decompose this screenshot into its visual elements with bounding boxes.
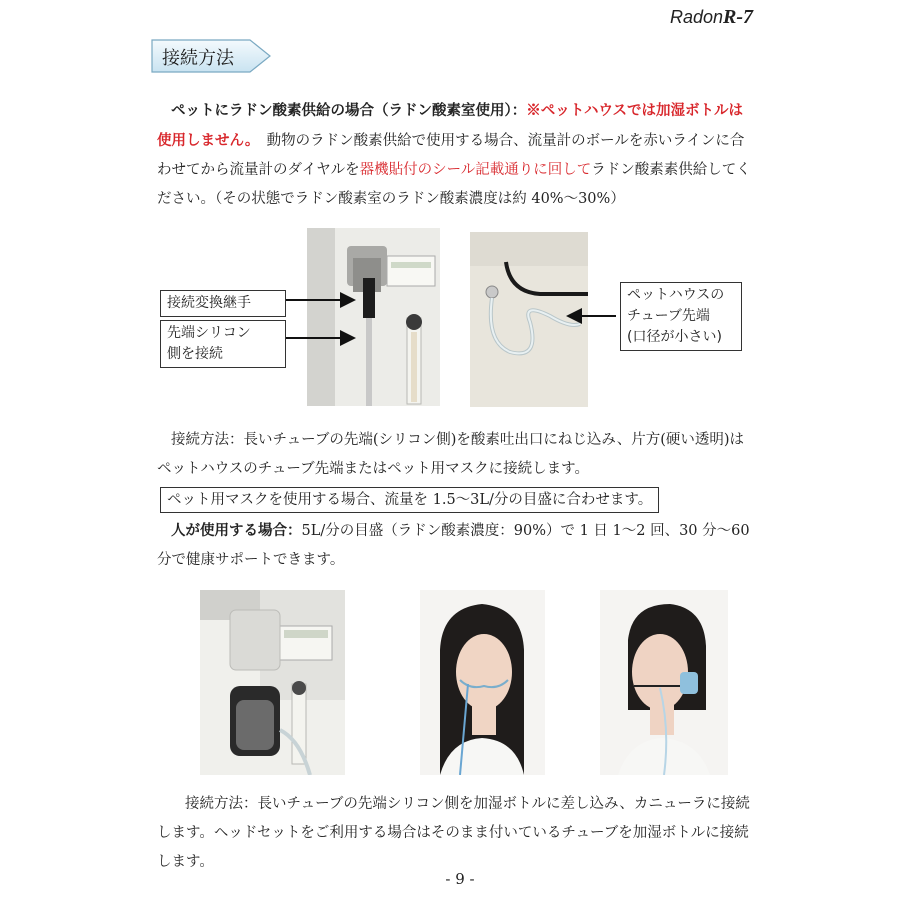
- headset-user-illustration: [600, 590, 728, 775]
- human-lead: 人が使用する場合：: [171, 522, 302, 539]
- label-connector: 接続変換継手: [160, 290, 286, 317]
- bottom-paragraph: 接続方法：長いチューブの先端シリコン側を加湿ボトルに差し込み、カニューラに接続します。ヘッドセットをご利用する場合はそのまま付いているチューブを加湿ボトルに接続します。: [157, 796, 750, 870]
- pet-highlight: 器機貼付のシール記載通りに回して: [359, 162, 592, 178]
- humidifier-illustration: [200, 590, 345, 775]
- label-silicone-line2: 側を接続: [167, 346, 223, 362]
- pet-body-1: 動物のラドン酸素供給で使用する場合、流量計のボールを赤いラインに合わせてから流量計のダイヤルを: [157, 133, 745, 178]
- humidifier-bottle-photo: [200, 590, 345, 775]
- method-paragraph: 接続方法：長いチューブの先端(シリコン側)を酸素吐出口にねじ込み、片方(硬い透明)はペットハウスのチューブ先端またはペット用マスクに接続します。: [157, 432, 745, 477]
- cannula-user-photo: [420, 590, 545, 775]
- label-pethouse-line2: チューブ先端: [627, 308, 710, 324]
- label-pethouse-line1: ペットハウスの: [627, 287, 725, 303]
- page-number: - 9 -: [445, 870, 475, 888]
- human-body: 5L/分の目盛（ラドン酸素濃度：90%）で 1 日 1～2 回、30 分～60 分で健康サポートできます。: [157, 523, 750, 568]
- headset-user-photo: [600, 590, 728, 775]
- mask-note: ペット用マスクを使用する場合、流量を 1.5～3L/分の目盛に合わせます。: [160, 487, 659, 513]
- label-pethouse-line3: (口径が小さい): [627, 329, 722, 345]
- brand-prefix: Radon: [670, 7, 724, 27]
- pet-warning: ※ペットハウスでは加湿ボトルは使用しません。: [157, 102, 744, 149]
- brand-model: R-7: [723, 6, 754, 28]
- section-title: 接続方法: [162, 48, 234, 69]
- pet-body-2: ラドン酸素素供給してください。（その状態でラドン酸素室のラドン酸素濃度は約 40%～30%）: [157, 162, 751, 207]
- human-paragraph: [157, 516, 757, 575]
- pet-lead: ペットにラドン酸素供給の場合（ラドン酸素室使用）：: [171, 102, 527, 119]
- cannula-user-illustration: [420, 590, 545, 775]
- label-silicone-line1: 先端シリコン: [167, 325, 251, 341]
